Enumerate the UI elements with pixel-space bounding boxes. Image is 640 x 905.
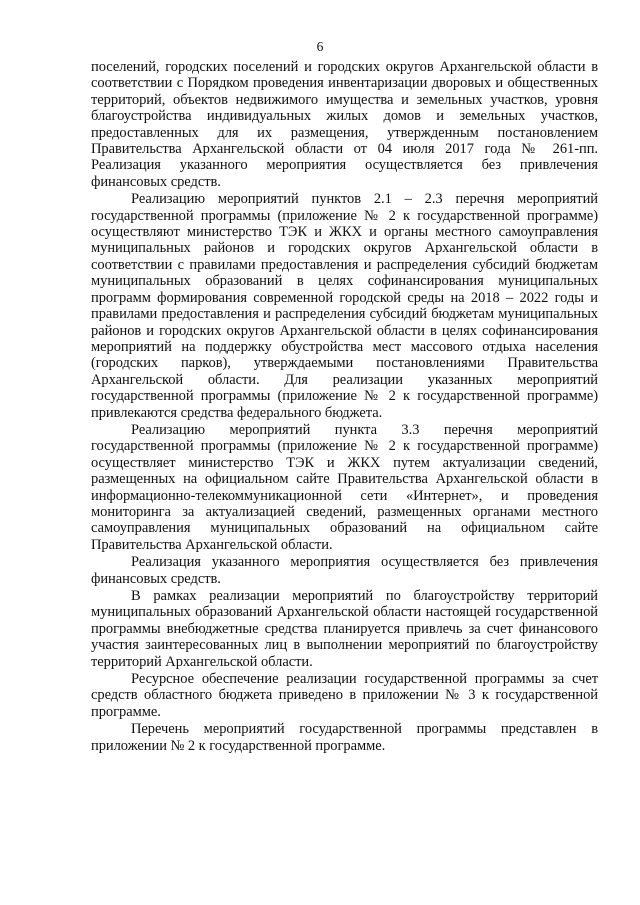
page-number: 6 — [316, 39, 324, 54]
paragraph-measure-3-3: Реализацию мероприятий пункта 3.3 перечня мероприятий государственной программы (приложение № 2 к государственной программе) осуществляет министерство ТЭК и ЖКХ путем актуализации сведений, размещенных на официальном сайте Правительства Архангельской области в информационно-телекоммуникационной сети «Интернет», и проведения мониторинга за актуализацией сведений, размещенных органами местного самоуправления муниципальных образований на официальном сайте Правительства Архангельской области. — [91, 421, 598, 553]
paragraph-extrabudgetary-funds: В рамках реализации мероприятий по благоустройству территорий муниципальных образований Архангельской области настоящей государственной программы внебюджетные средства планируется привлечь за счет финансового участия заинтересованных лиц в выполнении мероприятий по благоустройству территорий Архангельской области. — [91, 588, 598, 670]
document-body — [91, 59, 598, 755]
paragraph-measures-2-1-2-3: Реализацию мероприятий пунктов 2.1 – 2.3 перечня мероприятий государственной программы (приложение № 2 к государственной программе) осуществляют министерство ТЭК и ЖКХ и органы местного самоуправления муниципальных районов и городских округов Архангельской области в соответствии с правилами предоставления и распределения субсидий бюджетам муниципальных образований в целях софинансирования муниципальных программ формирования современной городской среды на 2018 – 2022 годы и правилами предоставления и распределения субсидий бюджетам муниципальных районов и городских округов Архангельской области в целях софинансирования мероприятий на поддержку обустройства мест массового отдыха населения (городских парков), утверждаемыми постановлениями Правительства Архангельской области. Для реализации указанных мероприятий государственной программы (приложение № 2 к государственной программе) привлекаются средства федерального бюджета. — [91, 191, 598, 421]
paragraph-no-funding: Реализация указанного мероприятия осуществляется без привлечения финансовых средств. — [91, 554, 598, 587]
paragraph-resource-provision: Ресурсное обеспечение реализации государственной программы за счет средств областного бюджета приведено в приложении № 3 к государственной программе. — [91, 671, 598, 720]
paragraph-continuation: поселений, городских поселений и городских округов Архангельской области в соответствии с Порядком проведения инвентаризации дворовых и общественных территорий, объектов недвижимого имущества и земельных участков, уровня благоустройства индивидуальных жилых домов и земельных участков, предоставленных для их размещения, утвержденным постановлением Правительства Архангельской области от 04 июля 2017 года № 261-пп. Реализация указанного мероприятия осуществляется без привлечения финансовых средств. — [91, 59, 598, 190]
paragraph-list-of-measures: Перечень мероприятий государственной программы представлен в приложении № 2 к государственной программе. — [91, 721, 598, 754]
